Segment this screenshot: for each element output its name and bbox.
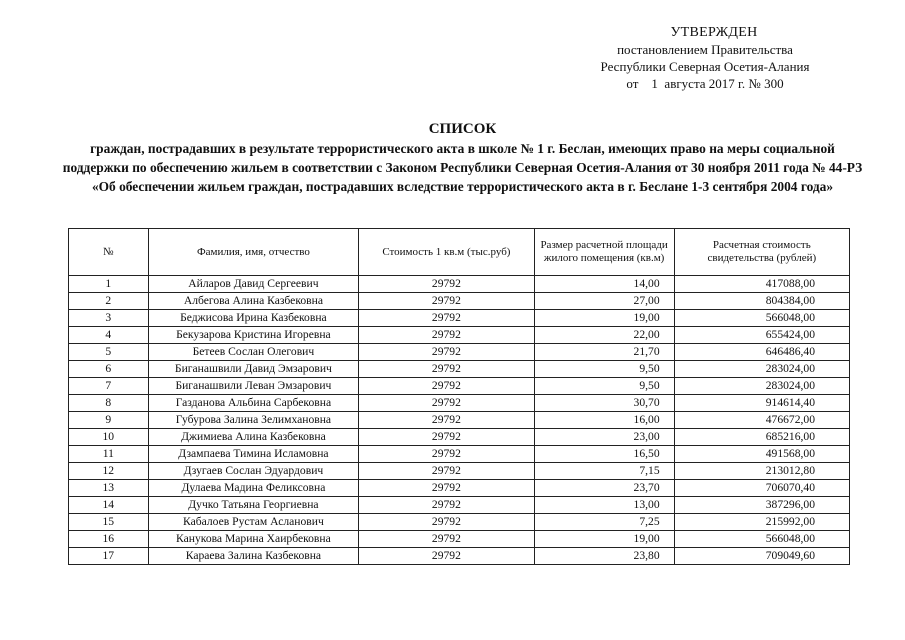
table-row xyxy=(69,514,850,531)
cell-area: 22,00 xyxy=(534,327,674,344)
cell-area: 14,00 xyxy=(534,276,674,293)
document-title: СПИСОК xyxy=(428,121,497,137)
header-area: Размер расчетной площади жилого помещения (кв.м) xyxy=(534,229,674,276)
table-row xyxy=(69,310,850,327)
cell-cost: 476672,00 xyxy=(674,412,849,429)
cell-num: 10 xyxy=(69,429,149,446)
cell-num: 9 xyxy=(69,412,149,429)
table-row xyxy=(69,344,850,361)
table-row xyxy=(69,429,850,446)
cell-num: 7 xyxy=(69,378,149,395)
cell-price: 29792 xyxy=(359,480,534,497)
cell-price: 29792 xyxy=(359,293,534,310)
cell-area: 19,00 xyxy=(534,531,674,548)
cell-cost: 491568,00 xyxy=(674,446,849,463)
table-row xyxy=(69,497,850,514)
cell-name: Канукова Марина Хаирбековна xyxy=(148,531,359,548)
table-header-row xyxy=(69,229,850,276)
table-row xyxy=(69,531,850,548)
cell-area: 19,00 xyxy=(534,310,674,327)
cell-cost: 213012,80 xyxy=(674,463,849,480)
cell-price: 29792 xyxy=(359,531,534,548)
cell-name: Айларов Давид Сергеевич xyxy=(148,276,359,293)
cell-cost: 655424,00 xyxy=(674,327,849,344)
cell-area: 9,50 xyxy=(534,378,674,395)
cell-price: 29792 xyxy=(359,378,534,395)
cell-cost: 387296,00 xyxy=(674,497,849,514)
header-name: Фамилия, имя, отчество xyxy=(148,229,359,276)
cell-cost: 417088,00 xyxy=(674,276,849,293)
header-price: Стоимость 1 кв.м (тыс.руб) xyxy=(359,229,534,276)
table-row xyxy=(69,276,850,293)
table-body xyxy=(69,276,850,565)
cell-area: 16,00 xyxy=(534,412,674,429)
cell-area: 7,25 xyxy=(534,514,674,531)
cell-area: 27,00 xyxy=(534,293,674,310)
cell-price: 29792 xyxy=(359,276,534,293)
cell-name: Беджисова Ирина Казбековна xyxy=(148,310,359,327)
cell-price: 29792 xyxy=(359,344,534,361)
cell-name: Губурова Залина Зелимхановна xyxy=(148,412,359,429)
cell-area: 7,15 xyxy=(534,463,674,480)
cell-num: 14 xyxy=(69,497,149,514)
header-num: № xyxy=(69,229,149,276)
cell-price: 29792 xyxy=(359,514,534,531)
cell-name: Албегова Алина Казбековна xyxy=(148,293,359,310)
cell-name: Караева Залина Казбековна xyxy=(148,548,359,565)
cell-area: 23,70 xyxy=(534,480,674,497)
cell-name: Дзампаева Тимина Исламовна xyxy=(148,446,359,463)
cell-cost: 709049,60 xyxy=(674,548,849,565)
cell-price: 29792 xyxy=(359,548,534,565)
cell-cost: 914614,40 xyxy=(674,395,849,412)
cell-num: 3 xyxy=(69,310,149,327)
document-header xyxy=(60,120,865,197)
cell-num: 13 xyxy=(69,480,149,497)
cell-num: 2 xyxy=(69,293,149,310)
cell-price: 29792 xyxy=(359,446,534,463)
cell-name: Биганашвили Леван Эмзарович xyxy=(148,378,359,395)
cell-num: 8 xyxy=(69,395,149,412)
cell-area: 21,70 xyxy=(534,344,674,361)
cell-name: Дзугаев Сослан Эдуардович xyxy=(148,463,359,480)
cell-name: Биганашвили Давид Эмзарович xyxy=(148,361,359,378)
cell-price: 29792 xyxy=(359,497,534,514)
cell-name: Дучко Татьяна Георгиевна xyxy=(148,497,359,514)
cell-num: 1 xyxy=(69,276,149,293)
cell-num: 12 xyxy=(69,463,149,480)
table-row xyxy=(69,412,850,429)
citizens-table xyxy=(68,228,850,565)
table-row xyxy=(69,395,850,412)
table-row xyxy=(69,293,850,310)
table-row xyxy=(69,480,850,497)
cell-cost: 646486,40 xyxy=(674,344,849,361)
cell-cost: 685216,00 xyxy=(674,429,849,446)
cell-price: 29792 xyxy=(359,327,534,344)
cell-num: 16 xyxy=(69,531,149,548)
cell-price: 29792 xyxy=(359,395,534,412)
approval-line-1: постановлением Правительства xyxy=(617,42,793,57)
cell-cost: 706070,40 xyxy=(674,480,849,497)
cell-name: Джимиева Алина Казбековна xyxy=(148,429,359,446)
cell-num: 5 xyxy=(69,344,149,361)
cell-price: 29792 xyxy=(359,429,534,446)
table-row xyxy=(69,327,850,344)
cell-num: 6 xyxy=(69,361,149,378)
document-subtitle: граждан, пострадавших в результате террористического акта в школе № 1 г. Беслан, имеющих право на меры социальной поддержки по обеспечению жильем в соответствии с Законом Республики Северная Осетия-Алания от 30 ноября 2011 года № 44-РЗ «Об обеспечении жильем граждан, пострадавших вследствие террористического акта в г. Беслане 1-3 сентября 2004 года» xyxy=(62,141,863,195)
cell-area: 23,80 xyxy=(534,548,674,565)
cell-price: 29792 xyxy=(359,412,534,429)
cell-name: Бекузарова Кристина Игоревна xyxy=(148,327,359,344)
cell-cost: 566048,00 xyxy=(674,531,849,548)
table-row xyxy=(69,446,850,463)
cell-num: 4 xyxy=(69,327,149,344)
cell-name: Бетеев Сослан Олегович xyxy=(148,344,359,361)
table-row xyxy=(69,463,850,480)
table-row xyxy=(69,378,850,395)
cell-price: 29792 xyxy=(359,361,534,378)
approval-stamp: УТВЕРЖДЕН xyxy=(670,25,758,40)
cell-name: Газданова Альбина Сарбековна xyxy=(148,395,359,412)
cell-area: 23,00 xyxy=(534,429,674,446)
cell-num: 11 xyxy=(69,446,149,463)
cell-area: 30,70 xyxy=(534,395,674,412)
cell-price: 29792 xyxy=(359,310,534,327)
cell-area: 9,50 xyxy=(534,361,674,378)
table-row xyxy=(69,361,850,378)
cell-area: 16,50 xyxy=(534,446,674,463)
approval-line-2: Республики Северная Осетия-Алания xyxy=(600,59,810,74)
cell-name: Кабалоев Рустам Асланович xyxy=(148,514,359,531)
header-cost: Расчетная стоимость свидетельства (рублей) xyxy=(674,229,849,276)
cell-cost: 215992,00 xyxy=(674,514,849,531)
table-row xyxy=(69,548,850,565)
cell-price: 29792 xyxy=(359,463,534,480)
cell-cost: 804384,00 xyxy=(674,293,849,310)
cell-area: 13,00 xyxy=(534,497,674,514)
cell-num: 17 xyxy=(69,548,149,565)
approval-block xyxy=(560,24,850,92)
cell-name: Дулаева Мадина Феликсовна xyxy=(148,480,359,497)
cell-cost: 283024,00 xyxy=(674,361,849,378)
cell-cost: 283024,00 xyxy=(674,378,849,395)
cell-cost: 566048,00 xyxy=(674,310,849,327)
cell-num: 15 xyxy=(69,514,149,531)
approval-line-3: от 1 августа 2017 г. № 300 xyxy=(626,76,784,91)
